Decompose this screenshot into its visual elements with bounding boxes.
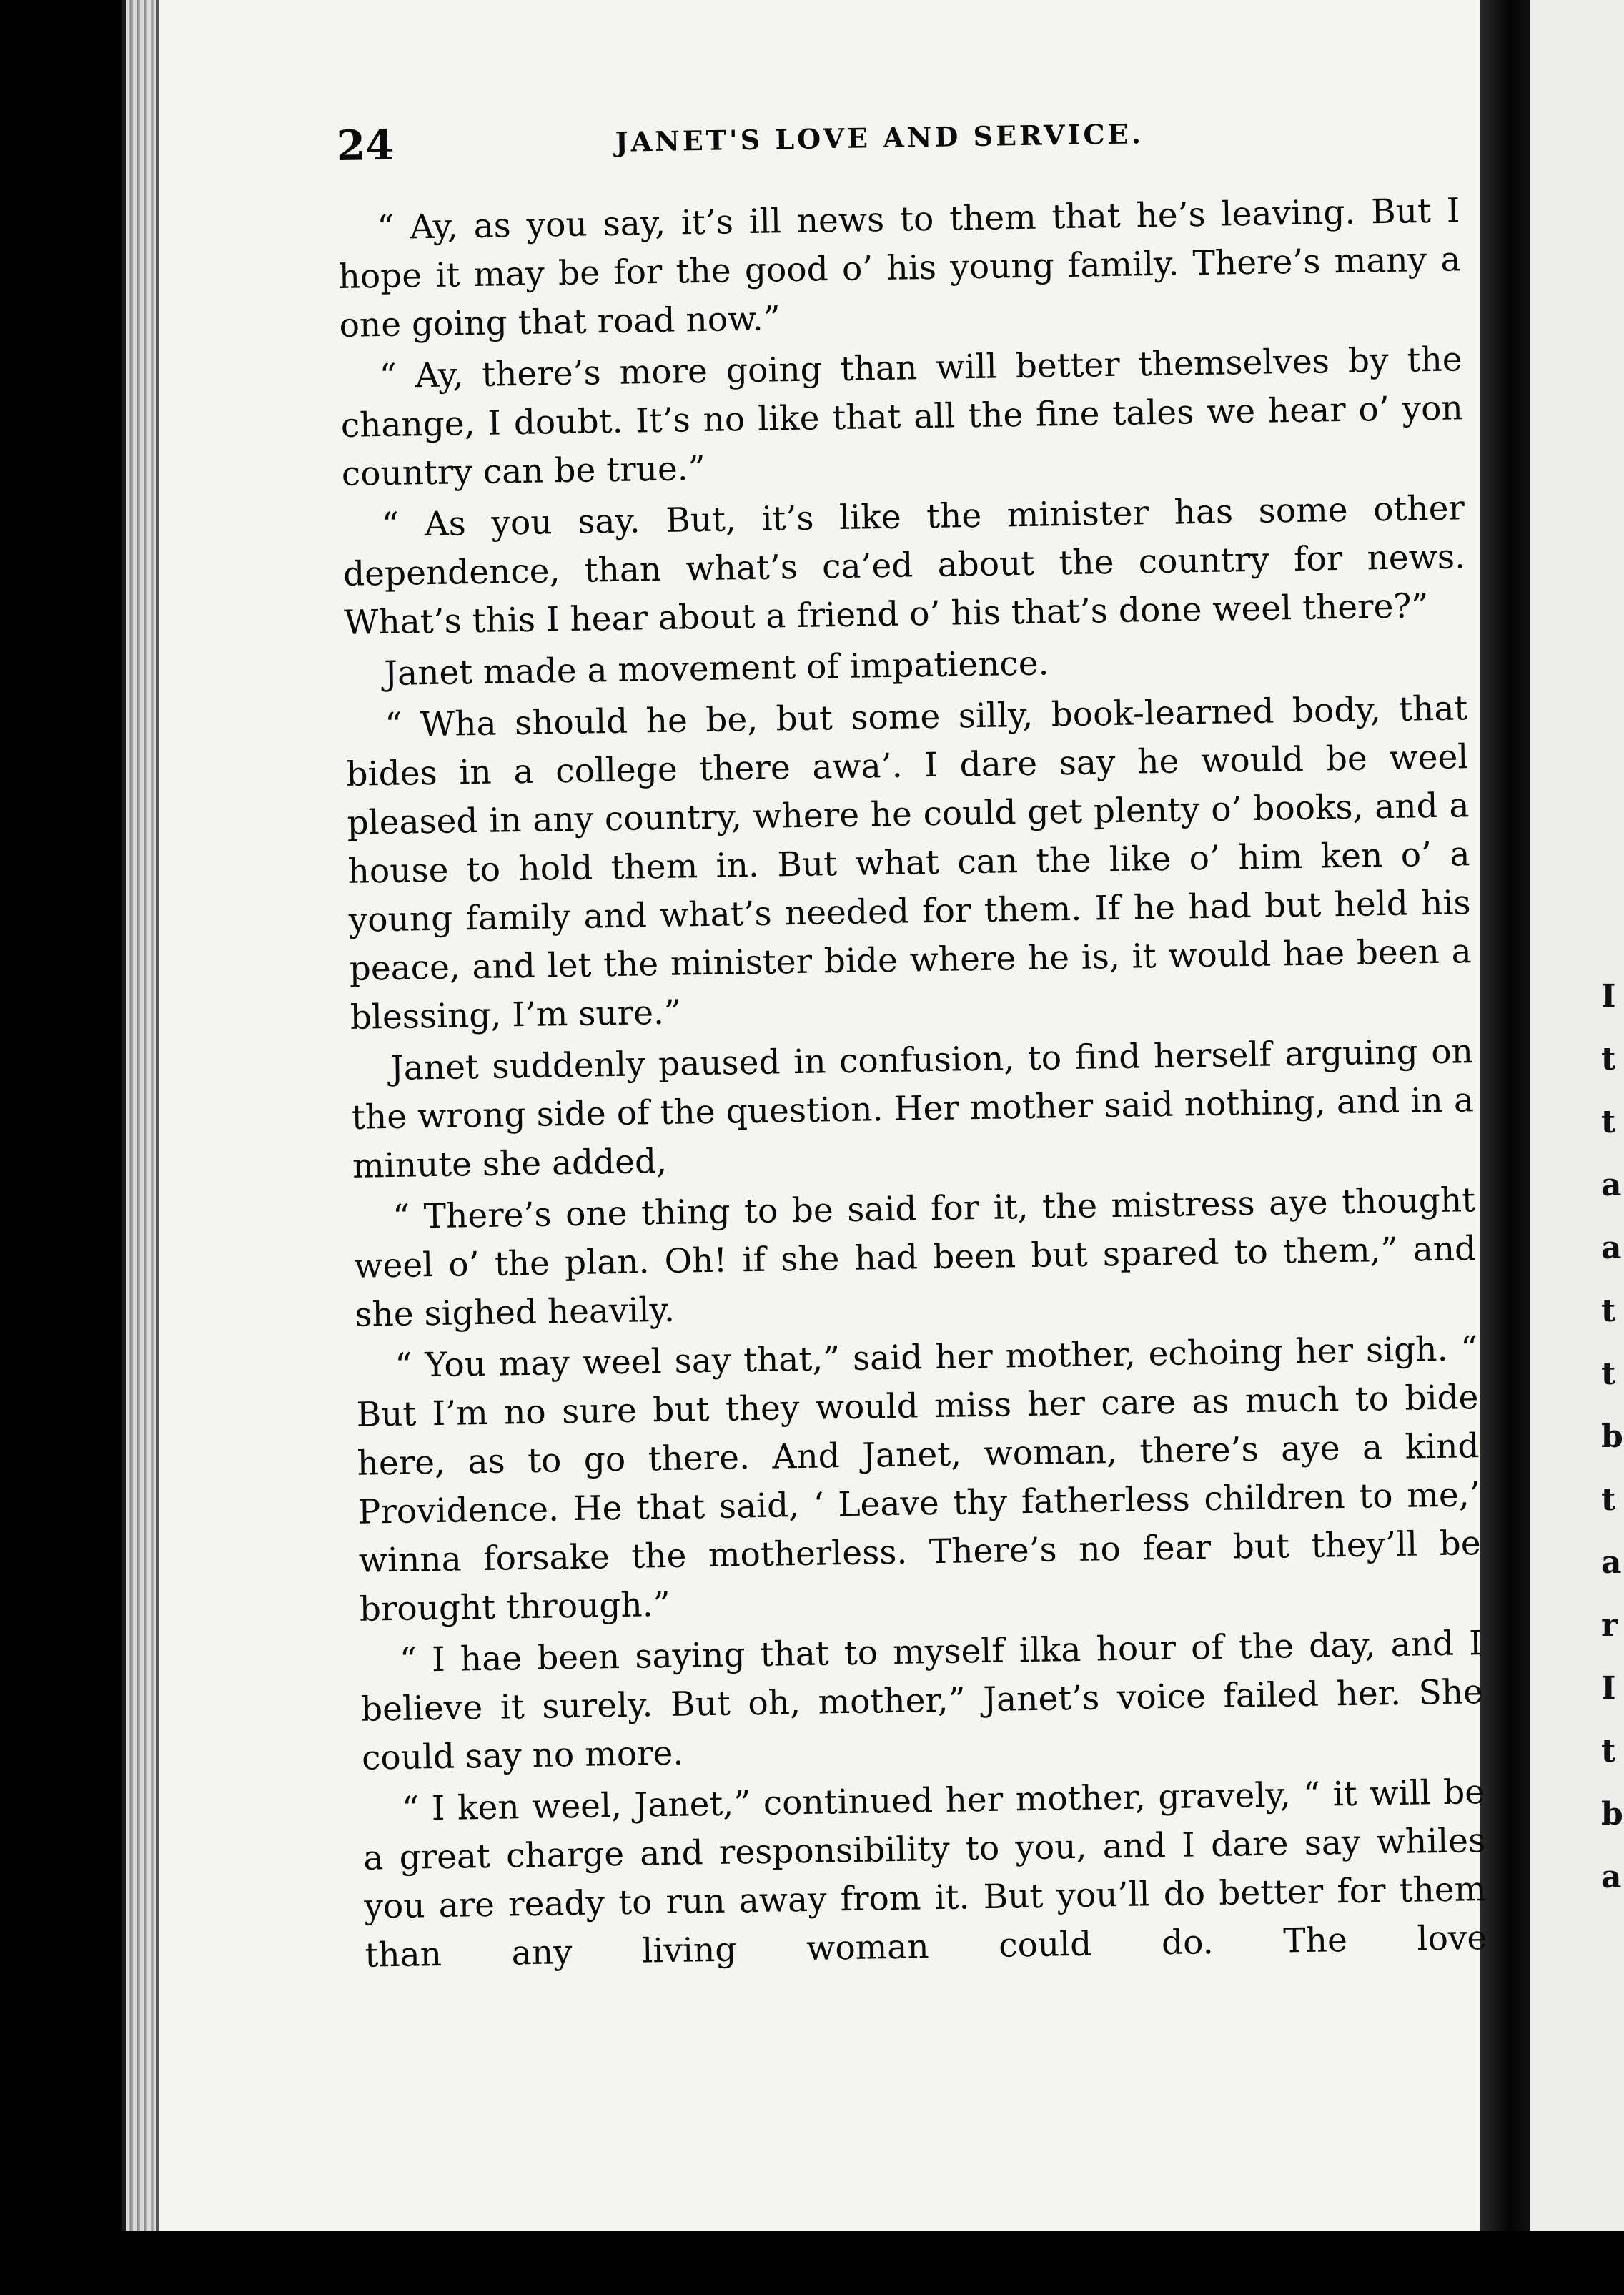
facing-letter: I <box>1601 978 1616 1015</box>
facing-letter: t <box>1601 1481 1616 1518</box>
paragraph: “ Wha should he be, but some silly, book-learned body, that bides in a college there awa’. I dare say he would be weel pleased in any country, where he could get plenty o’ books, and a house to hold them in. But what can the like o’ him ken o’ a young family and what’s needed for them. If he had but held his peace, and let the minister bide where he is, it would hae been a blessing, I’m sure.” <box>346 688 1472 1037</box>
facing-letter: b <box>1601 1796 1623 1832</box>
page-text-block <box>336 97 1487 1983</box>
paragraph: “ I ken weel, Janet,” continued her mother, gravely, “ it will be a great charge and responsibility to you, and I dare say whiles you are ready to run away from it. But you’ll do better for them than any living woman could do. The love <box>362 1772 1487 1975</box>
facing-letter: r <box>1601 1607 1618 1644</box>
paragraph: “ Ay, there’s more going than will better themselves by the change, I doubt. It’s no like that all the fine tales we hear o’ yon country can be true.” <box>340 340 1464 494</box>
facing-letter: t <box>1601 1356 1616 1392</box>
facing-letter: a <box>1601 1859 1622 1895</box>
paragraph: “ There’s one thing to be said for it, the mistress aye thought weel o’ the plan. Oh! if she had been but spared to them,” and she sighed heavily. <box>353 1180 1477 1335</box>
paragraph: “ As you say. But, it’s like the minister has some other dependence, than what’s ca’ed about the country for news. What’s this I hear about a friend o’ his that’s done weel there?” <box>342 488 1466 643</box>
paragraph: “ I hae been saying that to myself ilka hour of the day, and I believe it surely. But oh, mother,” Janet’s voice failed her. She could say no more. <box>360 1624 1484 1778</box>
facing-letter: t <box>1601 1733 1616 1770</box>
facing-letter: t <box>1601 1041 1616 1077</box>
facing-page-letters <box>1601 965 1624 1909</box>
running-title: JANET'S LOVE AND SERVICE. <box>615 117 1144 158</box>
facing-letter: I <box>1601 1670 1616 1707</box>
facing-letter: t <box>1601 1293 1616 1329</box>
facing-letter: a <box>1601 1230 1622 1266</box>
paragraph: Janet suddenly paused in confusion, to find herself arguing on the wrong side of the question. Her mother said nothing, and in a minute she added, <box>351 1032 1475 1186</box>
scan-bottom-band <box>0 2231 1624 2295</box>
facing-letter: a <box>1601 1167 1622 1203</box>
paragraph: “ Ay, as you say, it’s ill news to them that he’s leaving. But I hope it may be for the good o’ his young family. There’s many a one going that road now.” <box>338 191 1461 345</box>
paragraph: Janet made a movement of impatience. <box>383 643 1049 694</box>
paragraph: “ You may weel say that,” said her mother, echoing her sigh. “ But I’m no sure but they would miss her care as much to bide here, as to go there. And Janet, woman, there’s aye a kind Providence. He that said, ‘ Leave thy fatherless children to me,’ winna forsake the motherless. There’s no fear but they’ll be brought through.” <box>356 1329 1482 1629</box>
facing-letter: t <box>1601 1104 1616 1140</box>
facing-letter: a <box>1601 1544 1622 1581</box>
page-number: 24 <box>336 120 395 170</box>
facing-letter: b <box>1601 1418 1623 1455</box>
